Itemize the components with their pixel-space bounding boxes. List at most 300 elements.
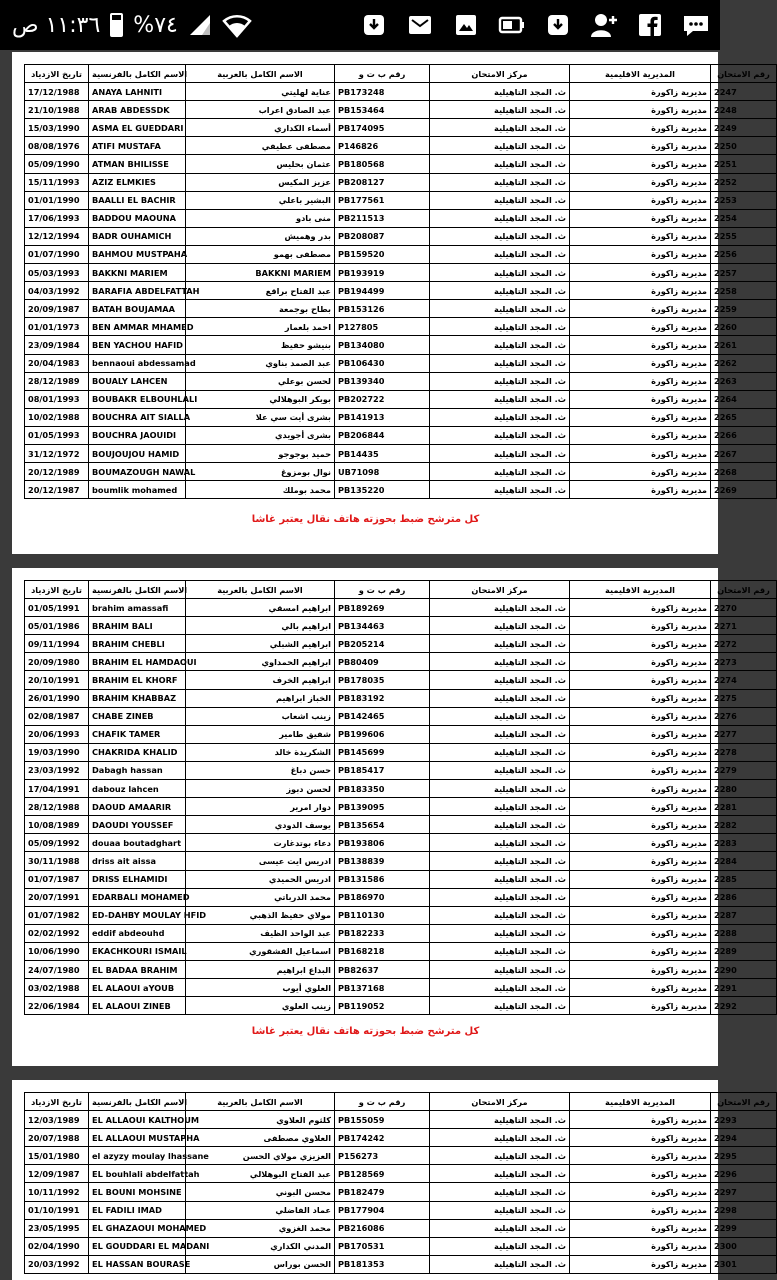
birth-date-cell: 09/11/1994 bbox=[25, 635, 89, 653]
birth-date-cell: 12/12/1994 bbox=[25, 227, 89, 245]
cin-cell: PB208087 bbox=[335, 227, 430, 245]
column-header: رقم ب ت و bbox=[335, 1093, 430, 1111]
table-row bbox=[25, 816, 777, 834]
name-fr-cell: BATAH BOUJAMAA bbox=[89, 300, 186, 318]
table-row bbox=[25, 1129, 777, 1147]
exam-number-cell: 2265 bbox=[711, 408, 777, 426]
name-ar-cell: عبد الصمد بناوي bbox=[186, 354, 335, 372]
exam-number-cell: 2262 bbox=[711, 354, 777, 372]
name-ar-cell: اسماعيل القشقوري bbox=[186, 942, 335, 960]
name-fr-cell: CHABE ZINEB bbox=[89, 707, 186, 725]
table-row bbox=[25, 119, 777, 137]
birth-date-cell: 20/09/1980 bbox=[25, 653, 89, 671]
table-row bbox=[25, 245, 777, 263]
exam-number-cell: 2297 bbox=[711, 1183, 777, 1201]
exam-number-cell: 2281 bbox=[711, 798, 777, 816]
directorate-cell: مديرية زاكورة bbox=[570, 816, 711, 834]
exam-center-cell: ث. المجد التاهيلية bbox=[430, 336, 570, 354]
exam-number-cell: 2261 bbox=[711, 336, 777, 354]
column-header: الاسم الكامل بالعربية bbox=[186, 581, 335, 599]
cin-cell: PB205214 bbox=[335, 635, 430, 653]
name-ar-cell: عماد الفاضلي bbox=[186, 1201, 335, 1219]
name-fr-cell: el azyzy moulay lhassane bbox=[89, 1147, 186, 1165]
table-row bbox=[25, 689, 777, 707]
name-ar-cell: ابراهيم الحمداوي bbox=[186, 653, 335, 671]
name-ar-cell: البداع ابراهيم bbox=[186, 960, 335, 978]
directorate-cell: مديرية زاكورة bbox=[570, 834, 711, 852]
phone-warning-note: كل مترشح ضبط بحوزته هاتف نقال يعتبر غاشا bbox=[251, 1026, 480, 1037]
table-row bbox=[25, 426, 777, 444]
name-fr-cell: CHAKRIDA KHALID bbox=[89, 743, 186, 761]
name-ar-cell: بطاح بوجمعة bbox=[186, 300, 335, 318]
name-ar-cell: أسماء الكداري bbox=[186, 119, 335, 137]
exam-center-cell: ث. المجد التاهيلية bbox=[430, 1147, 570, 1165]
name-ar-cell: مصطفى بهمو bbox=[186, 245, 335, 263]
name-ar-cell: لحسن بوعلي bbox=[186, 372, 335, 390]
exam-center-cell: ث. المجد التاهيلية bbox=[430, 1111, 570, 1129]
exam-number-cell: 2288 bbox=[711, 924, 777, 942]
exam-number-cell: 2269 bbox=[711, 481, 777, 499]
exam-number-cell: 2259 bbox=[711, 300, 777, 318]
table-row bbox=[25, 870, 777, 888]
directorate-cell: مديرية زاكورة bbox=[570, 1255, 711, 1273]
table-row bbox=[25, 1237, 777, 1255]
column-header: تاريخ الازدياد bbox=[25, 1093, 89, 1111]
table-row bbox=[25, 834, 777, 852]
column-header: المديرية الاقليمية bbox=[570, 1093, 711, 1111]
name-fr-cell: BRAHIM EL HAMDAOUI bbox=[89, 653, 186, 671]
name-ar-cell: احمد بلعمار bbox=[186, 318, 335, 336]
table-row bbox=[25, 1147, 777, 1165]
exam-center-cell: ث. المجد التاهيلية bbox=[430, 653, 570, 671]
table-row bbox=[25, 743, 777, 761]
name-fr-cell: EL ALAOUI ZINEB bbox=[89, 997, 186, 1015]
cin-cell: PB181353 bbox=[335, 1255, 430, 1273]
exam-center-cell: ث. المجد التاهيلية bbox=[430, 173, 570, 191]
directorate-cell: مديرية زاكورة bbox=[570, 725, 711, 743]
cin-cell: PB206844 bbox=[335, 426, 430, 444]
name-ar-cell: محمد الدرباتي bbox=[186, 888, 335, 906]
name-ar-cell: زينب العلوي bbox=[186, 997, 335, 1015]
table-row bbox=[25, 942, 777, 960]
table-row bbox=[25, 444, 777, 462]
download-icon bbox=[358, 9, 390, 41]
table-row bbox=[25, 390, 777, 408]
directorate-cell: مديرية زاكورة bbox=[570, 617, 711, 635]
name-fr-cell: BRAHIM CHEBLI bbox=[89, 635, 186, 653]
name-ar-cell: عزيز المكيس bbox=[186, 173, 335, 191]
results-table bbox=[24, 1092, 777, 1274]
mail-icon bbox=[404, 9, 436, 41]
table-row bbox=[25, 354, 777, 372]
results-table-wrapper bbox=[24, 64, 770, 499]
battery-icon bbox=[110, 13, 123, 37]
birth-date-cell: 10/06/1990 bbox=[25, 942, 89, 960]
cin-cell: PB80409 bbox=[335, 653, 430, 671]
birth-date-cell: 21/10/1988 bbox=[25, 101, 89, 119]
exam-number-cell: 2251 bbox=[711, 155, 777, 173]
exam-number-cell: 2296 bbox=[711, 1165, 777, 1183]
birth-date-cell: 01/05/1991 bbox=[25, 599, 89, 617]
exam-center-cell: ث. المجد التاهيلية bbox=[430, 997, 570, 1015]
exam-number-cell: 2249 bbox=[711, 119, 777, 137]
document-page bbox=[12, 568, 770, 1066]
name-ar-cell: يوسف الدودي bbox=[186, 816, 335, 834]
exam-center-cell: ث. المجد التاهيلية bbox=[430, 300, 570, 318]
directorate-cell: مديرية زاكورة bbox=[570, 282, 711, 300]
birth-date-cell: 22/06/1984 bbox=[25, 997, 89, 1015]
name-ar-cell: بوبكر البوهلالي bbox=[186, 390, 335, 408]
table-row bbox=[25, 997, 777, 1015]
cin-cell: PB211513 bbox=[335, 209, 430, 227]
exam-number-cell: 2300 bbox=[711, 1237, 777, 1255]
cin-cell: PB186970 bbox=[335, 888, 430, 906]
exam-center-cell: ث. المجد التاهيلية bbox=[430, 979, 570, 997]
exam-center-cell: ث. المجد التاهيلية bbox=[430, 671, 570, 689]
exam-center-cell: ث. المجد التاهيلية bbox=[430, 444, 570, 462]
birth-date-cell: 17/04/1991 bbox=[25, 780, 89, 798]
exam-number-cell: 2290 bbox=[711, 960, 777, 978]
exam-center-cell: ث. المجد التاهيلية bbox=[430, 635, 570, 653]
cin-cell: PB110130 bbox=[335, 906, 430, 924]
birth-date-cell: 01/07/1990 bbox=[25, 245, 89, 263]
exam-center-cell: ث. المجد التاهيلية bbox=[430, 852, 570, 870]
column-header: الاسم الكامل بالفرنسية bbox=[89, 581, 186, 599]
cin-cell: PB182479 bbox=[335, 1183, 430, 1201]
table-row bbox=[25, 979, 777, 997]
table-row bbox=[25, 209, 777, 227]
directorate-cell: مديرية زاكورة bbox=[570, 1129, 711, 1147]
name-fr-cell: CHAFIK TAMER bbox=[89, 725, 186, 743]
exam-center-cell: ث. المجد التاهيلية bbox=[430, 390, 570, 408]
birth-date-cell: 17/12/1988 bbox=[25, 83, 89, 101]
name-fr-cell: EL BADAA BRAHIM bbox=[89, 960, 186, 978]
name-fr-cell: EL GOUDDARI EL MADANI bbox=[89, 1237, 186, 1255]
cin-cell: PB185417 bbox=[335, 761, 430, 779]
status-left bbox=[12, 8, 252, 42]
name-fr-cell: BEN AMMAR MHAMED bbox=[89, 318, 186, 336]
cin-cell: PB155059 bbox=[335, 1111, 430, 1129]
exam-center-cell: ث. المجد التاهيلية bbox=[430, 282, 570, 300]
table-row bbox=[25, 1219, 777, 1237]
cin-cell: PB139340 bbox=[335, 372, 430, 390]
name-fr-cell: DAOUD AMAARIR bbox=[89, 798, 186, 816]
name-ar-cell: كلثوم العلاوي bbox=[186, 1111, 335, 1129]
status-right bbox=[358, 8, 712, 42]
table-row bbox=[25, 336, 777, 354]
directorate-cell: مديرية زاكورة bbox=[570, 209, 711, 227]
cin-cell: PB178035 bbox=[335, 671, 430, 689]
birth-date-cell: 01/07/1987 bbox=[25, 870, 89, 888]
name-ar-cell: ابراهيم بالي bbox=[186, 617, 335, 635]
name-ar-cell: عبد الفتاح براقع bbox=[186, 282, 335, 300]
name-ar-cell: دوار امرير bbox=[186, 798, 335, 816]
birth-date-cell: 01/10/1991 bbox=[25, 1201, 89, 1219]
document-viewer[interactable] bbox=[0, 50, 770, 1280]
column-header: رقم الامتحان bbox=[711, 581, 777, 599]
name-fr-cell: BADR OUHAMICH bbox=[89, 227, 186, 245]
name-fr-cell: douaa boutadghart bbox=[89, 834, 186, 852]
exam-number-cell: 2298 bbox=[711, 1201, 777, 1219]
directorate-cell: مديرية زاكورة bbox=[570, 173, 711, 191]
cin-cell: PB189269 bbox=[335, 599, 430, 617]
exam-number-cell: 2289 bbox=[711, 942, 777, 960]
name-ar-cell: شفيق طامير bbox=[186, 725, 335, 743]
battery-percent: %٧٤ bbox=[133, 12, 178, 38]
cin-cell: PB137168 bbox=[335, 979, 430, 997]
column-header: المديرية الاقليمية bbox=[570, 581, 711, 599]
directorate-cell: مديرية زاكورة bbox=[570, 372, 711, 390]
cin-cell: PB182233 bbox=[335, 924, 430, 942]
cin-cell: PB153464 bbox=[335, 101, 430, 119]
cin-cell: PB183350 bbox=[335, 780, 430, 798]
exam-center-cell: ث. المجد التاهيلية bbox=[430, 463, 570, 481]
cin-cell: PB139095 bbox=[335, 798, 430, 816]
name-fr-cell: EL ALAOUI aYOUB bbox=[89, 979, 186, 997]
birth-date-cell: 20/07/1988 bbox=[25, 1129, 89, 1147]
cin-cell: PB180568 bbox=[335, 155, 430, 173]
directorate-cell: مديرية زاكورة bbox=[570, 426, 711, 444]
name-ar-cell: بشرى أيت سي علا bbox=[186, 408, 335, 426]
name-fr-cell: BOUBAKR ELBOUHLALI bbox=[89, 390, 186, 408]
table-row bbox=[25, 852, 777, 870]
directorate-cell: مديرية زاكورة bbox=[570, 761, 711, 779]
name-fr-cell: BOUCHRA AIT SIALLA bbox=[89, 408, 186, 426]
table-row bbox=[25, 173, 777, 191]
name-fr-cell: BRAHIM EL KHORF bbox=[89, 671, 186, 689]
directorate-cell: مديرية زاكورة bbox=[570, 689, 711, 707]
name-ar-cell: بنيشو حفيظ bbox=[186, 336, 335, 354]
exam-center-cell: ث. المجد التاهيلية bbox=[430, 689, 570, 707]
table-header-row bbox=[25, 1093, 777, 1111]
exam-center-cell: ث. المجد التاهيلية bbox=[430, 155, 570, 173]
directorate-cell: مديرية زاكورة bbox=[570, 997, 711, 1015]
exam-number-cell: 2278 bbox=[711, 743, 777, 761]
birth-date-cell: 12/03/1989 bbox=[25, 1111, 89, 1129]
exam-number-cell: 2260 bbox=[711, 318, 777, 336]
cin-cell: PB193806 bbox=[335, 834, 430, 852]
cin-cell: PB128569 bbox=[335, 1165, 430, 1183]
exam-number-cell: 2268 bbox=[711, 463, 777, 481]
exam-center-cell: ث. المجد التاهيلية bbox=[430, 119, 570, 137]
column-header: مركز الامتحان bbox=[430, 1093, 570, 1111]
cin-cell: P146826 bbox=[335, 137, 430, 155]
exam-center-cell: ث. المجد التاهيلية bbox=[430, 924, 570, 942]
directorate-cell: مديرية زاكورة bbox=[570, 798, 711, 816]
directorate-cell: مديرية زاكورة bbox=[570, 264, 711, 282]
name-ar-cell: بدر وهميش bbox=[186, 227, 335, 245]
exam-center-cell: ث. المجد التاهيلية bbox=[430, 707, 570, 725]
name-ar-cell: العلوي أيوب bbox=[186, 979, 335, 997]
directorate-cell: مديرية زاكورة bbox=[570, 227, 711, 245]
table-row bbox=[25, 798, 777, 816]
exam-center-cell: ث. المجد التاهيلية bbox=[430, 725, 570, 743]
table-row bbox=[25, 599, 777, 617]
table-row bbox=[25, 137, 777, 155]
directorate-cell: مديرية زاكورة bbox=[570, 942, 711, 960]
name-ar-cell: عبد الصادق اعراب bbox=[186, 101, 335, 119]
cin-cell: PB208127 bbox=[335, 173, 430, 191]
name-ar-cell: بشرى أجويدي bbox=[186, 426, 335, 444]
exam-center-cell: ث. المجد التاهيلية bbox=[430, 318, 570, 336]
birth-date-cell: 05/09/1992 bbox=[25, 834, 89, 852]
birth-date-cell: 01/07/1982 bbox=[25, 906, 89, 924]
table-row bbox=[25, 318, 777, 336]
column-header: رقم الامتحان bbox=[711, 65, 777, 83]
exam-number-cell: 2270 bbox=[711, 599, 777, 617]
birth-date-cell: 15/01/1980 bbox=[25, 1147, 89, 1165]
directorate-cell: مديرية زاكورة bbox=[570, 1201, 711, 1219]
birth-date-cell: 17/06/1993 bbox=[25, 209, 89, 227]
name-ar-cell: الخباز ابراهيم bbox=[186, 689, 335, 707]
name-fr-cell: EKACHKOURI ISMAIL bbox=[89, 942, 186, 960]
table-row bbox=[25, 780, 777, 798]
table-row bbox=[25, 463, 777, 481]
name-fr-cell: BOUCHRA JAOUIDI bbox=[89, 426, 186, 444]
name-ar-cell: محمد الغزوي bbox=[186, 1219, 335, 1237]
birth-date-cell: 31/12/1972 bbox=[25, 444, 89, 462]
directorate-cell: مديرية زاكورة bbox=[570, 852, 711, 870]
exam-number-cell: 2254 bbox=[711, 209, 777, 227]
table-row bbox=[25, 924, 777, 942]
name-ar-cell: نوال بومزوغ bbox=[186, 463, 335, 481]
column-header: الاسم الكامل بالعربية bbox=[186, 65, 335, 83]
name-fr-cell: BAKKNI MARIEM bbox=[89, 264, 186, 282]
exam-center-cell: ث. المجد التاهيلية bbox=[430, 1237, 570, 1255]
exam-center-cell: ث. المجد التاهيلية bbox=[430, 83, 570, 101]
document-page bbox=[12, 1080, 770, 1280]
name-ar-cell: حسن دباغ bbox=[186, 761, 335, 779]
name-ar-cell: ادريس ايت عيسى bbox=[186, 852, 335, 870]
name-fr-cell: driss ait aissa bbox=[89, 852, 186, 870]
exam-number-cell: 2255 bbox=[711, 227, 777, 245]
column-header: الاسم الكامل بالعربية bbox=[186, 1093, 335, 1111]
exam-number-cell: 2263 bbox=[711, 372, 777, 390]
name-fr-cell: BAALLI EL BACHIR bbox=[89, 191, 186, 209]
cin-cell: PB170531 bbox=[335, 1237, 430, 1255]
table-row bbox=[25, 635, 777, 653]
name-fr-cell: dabouz lahcen bbox=[89, 780, 186, 798]
name-fr-cell: ASMA EL GUEDDARI bbox=[89, 119, 186, 137]
exam-center-cell: ث. المجد التاهيلية bbox=[430, 481, 570, 499]
exam-number-cell: 2273 bbox=[711, 653, 777, 671]
exam-center-cell: ث. المجد التاهيلية bbox=[430, 1201, 570, 1219]
directorate-cell: مديرية زاكورة bbox=[570, 354, 711, 372]
status-bar bbox=[0, 0, 720, 50]
directorate-cell: مديرية زاكورة bbox=[570, 83, 711, 101]
cin-cell: PB193919 bbox=[335, 264, 430, 282]
exam-number-cell: 2291 bbox=[711, 979, 777, 997]
exam-number-cell: 2299 bbox=[711, 1219, 777, 1237]
name-fr-cell: BRAHIM BALI bbox=[89, 617, 186, 635]
directorate-cell: مديرية زاكورة bbox=[570, 245, 711, 263]
table-row bbox=[25, 707, 777, 725]
exam-center-cell: ث. المجد التاهيلية bbox=[430, 1183, 570, 1201]
birth-date-cell: 05/03/1993 bbox=[25, 264, 89, 282]
exam-number-cell: 2275 bbox=[711, 689, 777, 707]
cin-cell: PB216086 bbox=[335, 1219, 430, 1237]
name-ar-cell: المدني الكداري bbox=[186, 1237, 335, 1255]
table-row bbox=[25, 83, 777, 101]
exam-center-cell: ث. المجد التاهيلية bbox=[430, 245, 570, 263]
name-fr-cell: EL bouhlali abdelfattah bbox=[89, 1165, 186, 1183]
column-header: رقم ب ت و bbox=[335, 581, 430, 599]
name-ar-cell: الشكريدة خالد bbox=[186, 743, 335, 761]
directorate-cell: مديرية زاكورة bbox=[570, 635, 711, 653]
birth-date-cell: 10/02/1988 bbox=[25, 408, 89, 426]
exam-number-cell: 2292 bbox=[711, 997, 777, 1015]
directorate-cell: مديرية زاكورة bbox=[570, 743, 711, 761]
cin-cell: PB106430 bbox=[335, 354, 430, 372]
cin-cell: PB135220 bbox=[335, 481, 430, 499]
exam-number-cell: 2277 bbox=[711, 725, 777, 743]
directorate-cell: مديرية زاكورة bbox=[570, 408, 711, 426]
name-fr-cell: EL BOUNI MOHSINE bbox=[89, 1183, 186, 1201]
exam-number-cell: 2252 bbox=[711, 173, 777, 191]
exam-center-cell: ث. المجد التاهيلية bbox=[430, 264, 570, 282]
column-header: تاريخ الازدياد bbox=[25, 65, 89, 83]
cin-cell: PB131586 bbox=[335, 870, 430, 888]
table-row bbox=[25, 906, 777, 924]
cin-cell: PB173248 bbox=[335, 83, 430, 101]
directorate-cell: مديرية زاكورة bbox=[570, 599, 711, 617]
cin-cell: PB138839 bbox=[335, 852, 430, 870]
name-fr-cell: BOUJOUJOU HAMID bbox=[89, 444, 186, 462]
exam-center-cell: ث. المجد التاهيلية bbox=[430, 101, 570, 119]
directorate-cell: مديرية زاكورة bbox=[570, 137, 711, 155]
directorate-cell: مديرية زاكورة bbox=[570, 707, 711, 725]
cin-cell: PB153126 bbox=[335, 300, 430, 318]
column-header: مركز الامتحان bbox=[430, 581, 570, 599]
signal-icon bbox=[188, 13, 212, 37]
battery-saver-icon bbox=[496, 9, 528, 41]
column-header: مركز الامتحان bbox=[430, 65, 570, 83]
name-ar-cell: BAKKNI MARIEM bbox=[186, 264, 335, 282]
exam-center-cell: ث. المجد التاهيلية bbox=[430, 906, 570, 924]
name-ar-cell: الحسن بوراس bbox=[186, 1255, 335, 1273]
download-icon bbox=[542, 9, 574, 41]
clock: ١١:٣٦ ص bbox=[12, 12, 101, 38]
birth-date-cell: 10/08/1989 bbox=[25, 816, 89, 834]
table-row bbox=[25, 227, 777, 245]
name-ar-cell: عثمان بحليس bbox=[186, 155, 335, 173]
exam-number-cell: 2280 bbox=[711, 780, 777, 798]
birth-date-cell: 08/01/1993 bbox=[25, 390, 89, 408]
birth-date-cell: 20/06/1993 bbox=[25, 725, 89, 743]
cin-cell: PB142465 bbox=[335, 707, 430, 725]
exam-number-cell: 2279 bbox=[711, 761, 777, 779]
exam-center-cell: ث. المجد التاهيلية bbox=[430, 743, 570, 761]
chat-icon bbox=[680, 9, 712, 41]
name-fr-cell: BAHMOU MUSTPAHA bbox=[89, 245, 186, 263]
cin-cell: PB174095 bbox=[335, 119, 430, 137]
birth-date-cell: 19/03/1990 bbox=[25, 743, 89, 761]
exam-number-cell: 2284 bbox=[711, 852, 777, 870]
table-row bbox=[25, 282, 777, 300]
add-contact-icon bbox=[588, 9, 620, 41]
birth-date-cell: 01/01/1973 bbox=[25, 318, 89, 336]
exam-number-cell: 2253 bbox=[711, 191, 777, 209]
cin-cell: P127805 bbox=[335, 318, 430, 336]
exam-number-cell: 2286 bbox=[711, 888, 777, 906]
name-fr-cell: DAOUDI YOUSSEF bbox=[89, 816, 186, 834]
exam-center-cell: ث. المجد التاهيلية bbox=[430, 780, 570, 798]
table-row bbox=[25, 101, 777, 119]
name-fr-cell: BOUALY LAHCEN bbox=[89, 372, 186, 390]
exam-center-cell: ث. المجد التاهيلية bbox=[430, 617, 570, 635]
directorate-cell: مديرية زاكورة bbox=[570, 870, 711, 888]
name-ar-cell: ابراهيم الخرف bbox=[186, 671, 335, 689]
